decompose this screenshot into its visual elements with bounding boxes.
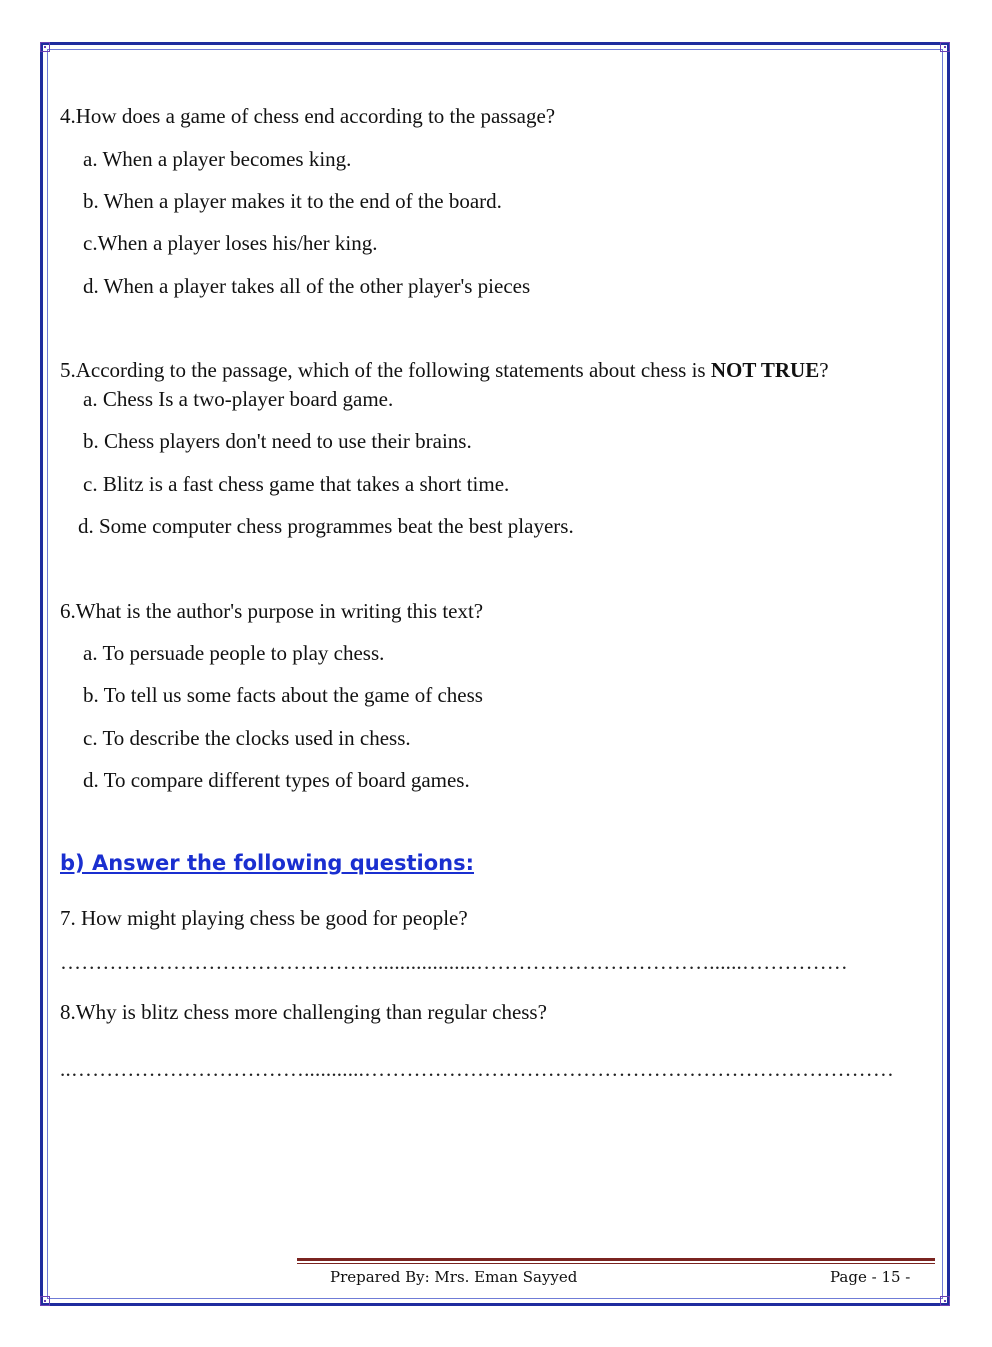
q6-option-b: b. To tell us some facts about the game of chess	[83, 683, 483, 707]
corner-ornament	[40, 42, 50, 52]
question-6: 6.What is the author's purpose in writing this text?	[60, 599, 484, 623]
question-4: 4.How does a game of chess end according to the passage?	[60, 104, 556, 128]
footer-rule	[297, 1258, 935, 1261]
q6-option-d: d. To compare different types of board games.	[83, 768, 470, 792]
q5-option-c: c. Blitz is a fast chess game that takes a short time.	[83, 472, 510, 496]
question-5-mark: ?	[819, 358, 829, 382]
footer-author: Prepared By: Mrs. Eman Sayyed	[330, 1268, 578, 1286]
corner-ornament	[940, 42, 950, 52]
page-number: Page - 15 -	[830, 1268, 911, 1286]
question-8: 8.Why is blitz chess more challenging than regular chess?	[60, 1000, 547, 1024]
q5-option-d: d. Some computer chess programmes beat the best players.	[78, 514, 574, 538]
question-7: 7. How might playing chess be good for people?	[60, 906, 468, 930]
answer-line-7[interactable]: ………………………………………..................……………………………......……………	[60, 950, 848, 974]
footer-rule-thin	[297, 1263, 935, 1264]
q6-option-c: c. To describe the clocks used in chess.	[83, 726, 411, 750]
q4-option-a: a. When a player becomes king.	[83, 147, 352, 171]
q6-option-a: a. To persuade people to play chess.	[83, 641, 385, 665]
q5-option-a: a. Chess Is a two-player board game.	[83, 387, 394, 411]
q5-option-b: b. Chess players don't need to use their brains.	[83, 429, 472, 453]
q4-option-d: d. When a player takes all of the other player's pieces	[83, 274, 531, 298]
question-5-text: 5.According to the passage, which of the following statements about chess is	[60, 358, 711, 382]
answer-line-8[interactable]: ..……………………………...........…………………………………………………………………	[60, 1057, 895, 1081]
section-b-heading: b) Answer the following questions:	[60, 851, 475, 875]
question-5-emphasis: NOT TRUE	[710, 358, 820, 382]
corner-ornament	[940, 1296, 950, 1306]
corner-ornament	[40, 1296, 50, 1306]
q4-option-c: c.When a player loses his/her king.	[83, 231, 378, 255]
q4-option-b: b. When a player makes it to the end of the board.	[83, 189, 502, 213]
question-5	[60, 358, 829, 383]
